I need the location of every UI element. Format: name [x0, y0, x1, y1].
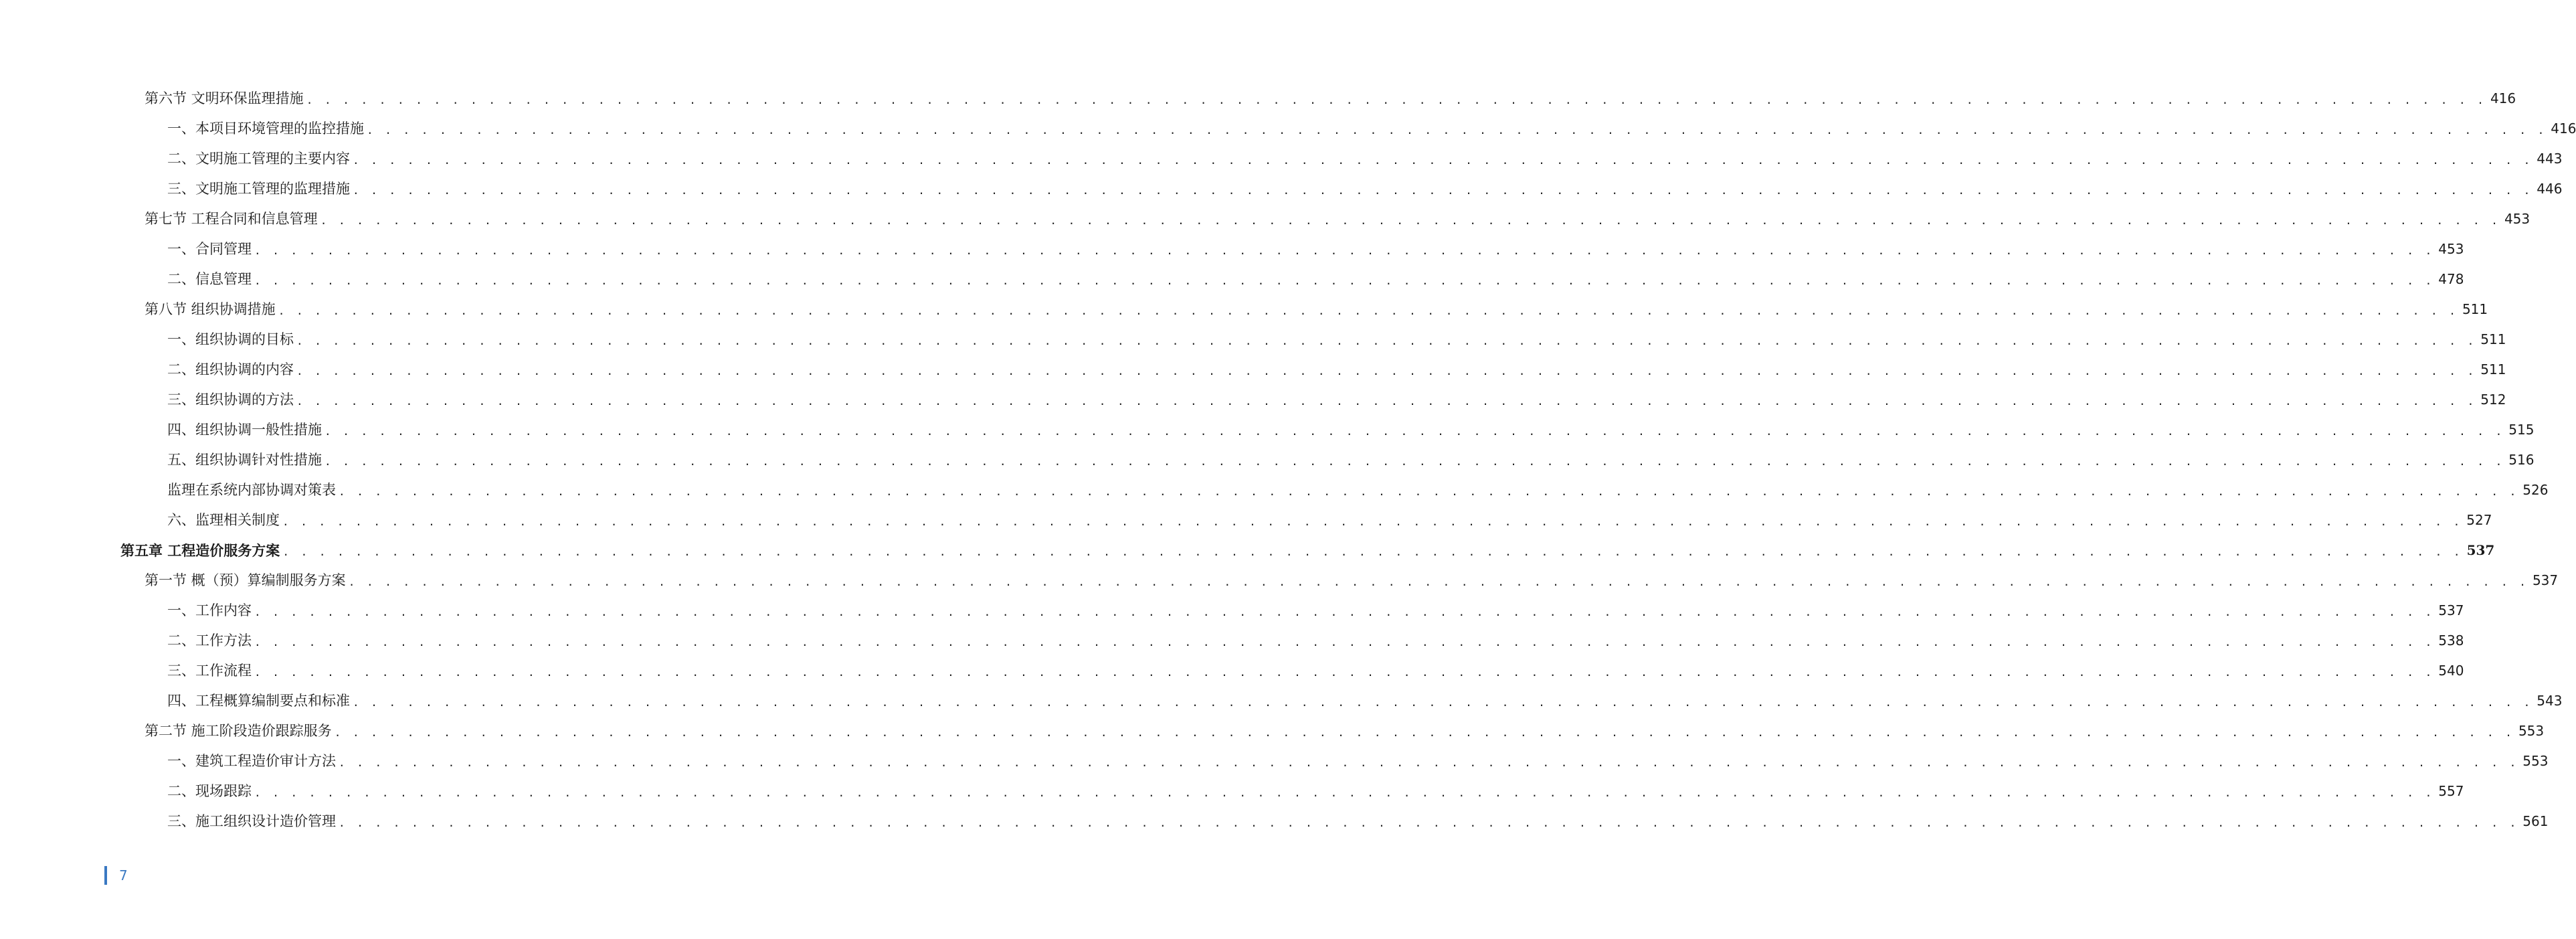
toc-entry-page-number: 511 — [2480, 361, 2506, 377]
footer-accent-bar — [104, 866, 107, 885]
toc-entry-title: 第五章 工程造价服务方案 — [120, 542, 280, 559]
toc-entry-page-number: 526 — [2522, 482, 2549, 498]
toc-dot-leader: . . . . . . . . . . . . . . . . . . . . . . . . . . . . . . . . . . . . . . . . . . . . . . . . . . . . . . . . . . . . . . . . . . . . . . . . . . . . . . . . . . . . . . . . . . . . . . . . . . . . . . . . . . . . . . . . . . . . . . . . — [339, 485, 2519, 498]
toc-entry-title: 一、工作内容 — [167, 602, 252, 618]
toc-chapter-entry[interactable] — [0, 535, 2495, 566]
toc-entry-title: 二、信息管理 — [167, 271, 252, 287]
toc-entry-title: 三、工作流程 — [167, 663, 252, 679]
toc-entry-page-number: 537 — [2532, 572, 2559, 588]
toc-entry-page-number: 540 — [2438, 663, 2464, 679]
toc-subsection-entry[interactable] — [0, 626, 2464, 656]
toc-dot-leader: . . . . . . . . . . . . . . . . . . . . . . . . . . . . . . . . . . . . . . . . . . . . . . . . . . . . . . . . . . . . . . . . . . . . . . . . . . . . . . . . . . . . . . . . . . . . . . . . . . . . . . . . . . . . . . . . . . . . . . . . — [339, 817, 2519, 829]
toc-entry-title: 第一节 概（预）算编制服务方案 — [145, 572, 346, 588]
toc-subsection-entry[interactable] — [0, 355, 2506, 385]
toc-section-entry[interactable] — [0, 716, 2545, 746]
toc-entry-title: 二、工作方法 — [167, 632, 252, 649]
toc-entry-page-number: 561 — [2522, 813, 2549, 829]
toc-dot-leader: . . . . . . . . . . . . . . . . . . . . . . . . . . . . . . . . . . . . . . . . . . . . . . . . . . . . . . . . . . . . . . . . . . . . . . . . . . . . . . . . . . . . . . . . . . . . . . . . . . . . . . . . . . . . . . . . . . . . . . . . — [348, 576, 2528, 588]
toc-dot-leader: . . . . . . . . . . . . . . . . . . . . . . . . . . . . . . . . . . . . . . . . . . . . . . . . . . . . . . . . . . . . . . . . . . . . . . . . . . . . . . . . . . . . . . . . . . . . . . . . . . . . . . . . . . . . . . . . . . . . . . . . — [254, 666, 2435, 679]
toc-entry-page-number: 537 — [2466, 542, 2495, 558]
toc-entry-page-number: 446 — [2537, 181, 2563, 197]
toc-entry-page-number: 515 — [2508, 422, 2535, 438]
toc-dot-leader: . . . . . . . . . . . . . . . . . . . . . . . . . . . . . . . . . . . . . . . . . . . . . . . . . . . . . . . . . . . . . . . . . . . . . . . . . . . . . . . . . . . . . . . . . . . . . . . . . . . . . . . . . . . . . . . . . . . . . . . . — [254, 786, 2435, 799]
toc-dot-leader: . . . . . . . . . . . . . . . . . . . . . . . . . . . . . . . . . . . . . . . . . . . . . . . . . . . . . . . . . . . . . . . . . . . . . . . . . . . . . . . . . . . . . . . . . . . . . . . . . . . . . . . . . . . . . . . . . . . . . . . . — [254, 606, 2435, 618]
toc-entry-title: 一、合同管理 — [167, 241, 252, 257]
footer-page-number: 7 — [119, 867, 128, 883]
toc-dot-leader: . . . . . . . . . . . . . . . . . . . . . . . . . . . . . . . . . . . . . . . . . . . . . . . . . . . . . . . . . . . . . . . . . . . . . . . . . . . . . . . . . . . . . . . . . . . . . . . . . . . . . . . . . . . . . . . . . . . . . . . . — [320, 214, 2500, 227]
toc-subsection-entry[interactable] — [0, 385, 2506, 415]
toc-subsection-entry[interactable] — [0, 174, 2563, 204]
toc-entry-title: 二、文明施工管理的主要内容 — [167, 151, 350, 167]
toc-dot-leader: . . . . . . . . . . . . . . . . . . . . . . . . . . . . . . . . . . . . . . . . . . . . . . . . . . . . . . . . . . . . . . . . . . . . . . . . . . . . . . . . . . . . . . . . . . . . . . . . . . . . . . . . . . . . . . . . . . . . . . . . — [339, 756, 2519, 769]
toc-subsection-entry[interactable] — [0, 325, 2506, 355]
toc-subsection-entry[interactable] — [0, 475, 2549, 505]
toc-entry-title: 六、监理相关制度 — [167, 512, 280, 528]
toc-entry-title: 第七节 工程合同和信息管理 — [145, 211, 318, 227]
toc-dot-leader: . . . . . . . . . . . . . . . . . . . . . . . . . . . . . . . . . . . . . . . . . . . . . . . . . . . . . . . . . . . . . . . . . . . . . . . . . . . . . . . . . . . . . . . . . . . . . . . . . . . . . . . . . . . . . . . . . . . . . . . . — [254, 274, 2435, 287]
toc-dot-leader: . . . . . . . . . . . . . . . . . . . . . . . . . . . . . . . . . . . . . . . . . . . . . . . . . . . . . . . . . . . . . . . . . . . . . . . . . . . . . . . . . . . . . . . . . . . . . . . . . . . . . . . . . . . . . . . . . . . . . . . . — [296, 395, 2477, 408]
toc-subsection-entry[interactable] — [0, 114, 2576, 144]
toc-entry-page-number: 511 — [2480, 331, 2506, 347]
toc-entry-title: 第二节 施工阶段造价跟踪服务 — [145, 723, 332, 739]
toc-subsection-entry[interactable] — [0, 415, 2535, 445]
toc-section-entry[interactable] — [0, 566, 2559, 596]
toc-entry-page-number: 512 — [2480, 392, 2506, 408]
toc-subsection-entry[interactable] — [0, 445, 2535, 475]
toc-dot-leader: . . . . . . . . . . . . . . . . . . . . . . . . . . . . . . . . . . . . . . . . . . . . . . . . . . . . . . . . . . . . . . . . . . . . . . . . . . . . . . . . . . . . . . . . . . . . . . . . . . . . . . . . . . . . . . . . . . . . . . . . — [306, 94, 2486, 106]
toc-dot-leader: . . . . . . . . . . . . . . . . . . . . . . . . . . . . . . . . . . . . . . . . . . . . . . . . . . . . . . . . . . . . . . . . . . . . . . . . . . . . . . . . . . . . . . . . . . . . . . . . . . . . . . . . . . . . . . . . . . . . . . . . — [254, 636, 2435, 649]
toc-entry-page-number: 527 — [2466, 512, 2492, 528]
toc-entry-title: 四、组织协调一般性措施 — [167, 422, 322, 438]
toc-entry-title: 一、建筑工程造价审计方法 — [167, 753, 336, 769]
toc-dot-leader: . . . . . . . . . . . . . . . . . . . . . . . . . . . . . . . . . . . . . . . . . . . . . . . . . . . . . . . . . . . . . . . . . . . . . . . . . . . . . . . . . . . . . . . . . . . . . . . . . . . . . . . . . . . . . . . . . . . . . . . . — [282, 545, 2463, 558]
toc-entry-page-number: 416 — [2490, 90, 2516, 106]
toc-section-entry[interactable] — [0, 294, 2488, 325]
toc-entry-title: 五、组织协调针对性措施 — [167, 452, 322, 468]
table-of-contents — [0, 84, 2576, 837]
toc-entry-page-number: 538 — [2438, 632, 2464, 649]
toc-dot-leader: . . . . . . . . . . . . . . . . . . . . . . . . . . . . . . . . . . . . . . . . . . . . . . . . . . . . . . . . . . . . . . . . . . . . . . . . . . . . . . . . . . . . . . . . . . . . . . . . . . . . . . . . . . . . . . . . . . . . . . . . — [325, 455, 2505, 468]
toc-entry-title: 三、文明施工管理的监理措施 — [167, 181, 350, 197]
toc-subsection-entry[interactable] — [0, 776, 2464, 806]
toc-dot-leader: . . . . . . . . . . . . . . . . . . . . . . . . . . . . . . . . . . . . . . . . . . . . . . . . . . . . . . . . . . . . . . . . . . . . . . . . . . . . . . . . . . . . . . . . . . . . . . . . . . . . . . . . . . . . . . . . . . . . . . . . — [278, 305, 2458, 317]
toc-entry-page-number: 543 — [2537, 693, 2563, 709]
toc-dot-leader: . . . . . . . . . . . . . . . . . . . . . . . . . . . . . . . . . . . . . . . . . . . . . . . . . . . . . . . . . . . . . . . . . . . . . . . . . . . . . . . . . . . . . . . . . . . . . . . . . . . . . . . . . . . . . . . . . . . . . . . . — [334, 726, 2514, 739]
toc-entry-title: 一、本项目环境管理的监控措施 — [167, 120, 364, 137]
toc-entry-title: 三、施工组织设计造价管理 — [167, 813, 336, 829]
toc-subsection-entry[interactable] — [0, 656, 2464, 686]
toc-entry-page-number: 553 — [2518, 723, 2545, 739]
toc-entry-page-number: 453 — [2438, 241, 2464, 257]
toc-entry-title: 第八节 组织协调措施 — [145, 301, 276, 317]
toc-dot-leader: . . . . . . . . . . . . . . . . . . . . . . . . . . . . . . . . . . . . . . . . . . . . . . . . . . . . . . . . . . . . . . . . . . . . . . . . . . . . . . . . . . . . . . . . . . . . . . . . . . . . . . . . . . . . . . . . . . . . . . . . — [254, 244, 2435, 257]
toc-entry-page-number: 537 — [2438, 602, 2464, 618]
toc-subsection-entry[interactable] — [0, 596, 2464, 626]
toc-subsection-entry[interactable] — [0, 746, 2549, 776]
toc-entry-page-number: 511 — [2462, 301, 2488, 317]
toc-entry-page-number: 553 — [2522, 753, 2549, 769]
toc-entry-page-number: 416 — [2551, 120, 2576, 137]
toc-section-entry[interactable] — [0, 204, 2531, 234]
toc-entry-title: 二、组织协调的内容 — [167, 361, 294, 377]
toc-entry-page-number: 443 — [2537, 151, 2563, 167]
toc-entry-title: 二、现场跟踪 — [167, 783, 252, 799]
toc-entry-title: 监理在系统内部协调对策表 — [167, 482, 336, 498]
toc-subsection-entry[interactable] — [0, 505, 2492, 535]
toc-dot-leader: . . . . . . . . . . . . . . . . . . . . . . . . . . . . . . . . . . . . . . . . . . . . . . . . . . . . . . . . . . . . . . . . . . . . . . . . . . . . . . . . . . . . . . . . . . . . . . . . . . . . . . . . . . . . . . . . . . . . . . . . — [367, 124, 2547, 137]
toc-section-entry[interactable] — [0, 84, 2516, 114]
toc-subsection-entry[interactable] — [0, 264, 2464, 294]
toc-entry-title: 第六节 文明环保监理措施 — [145, 90, 304, 106]
toc-dot-leader: . . . . . . . . . . . . . . . . . . . . . . . . . . . . . . . . . . . . . . . . . . . . . . . . . . . . . . . . . . . . . . . . . . . . . . . . . . . . . . . . . . . . . . . . . . . . . . . . . . . . . . . . . . . . . . . . . . . . . . . . — [282, 515, 2463, 528]
toc-dot-leader: . . . . . . . . . . . . . . . . . . . . . . . . . . . . . . . . . . . . . . . . . . . . . . . . . . . . . . . . . . . . . . . . . . . . . . . . . . . . . . . . . . . . . . . . . . . . . . . . . . . . . . . . . . . . . . . . . . . . . . . . — [353, 154, 2533, 167]
toc-dot-leader: . . . . . . . . . . . . . . . . . . . . . . . . . . . . . . . . . . . . . . . . . . . . . . . . . . . . . . . . . . . . . . . . . . . . . . . . . . . . . . . . . . . . . . . . . . . . . . . . . . . . . . . . . . . . . . . . . . . . . . . . — [296, 365, 2477, 377]
toc-entry-page-number: 557 — [2438, 783, 2464, 799]
toc-entry-page-number: 516 — [2508, 452, 2535, 468]
toc-entry-page-number: 453 — [2504, 211, 2531, 227]
toc-dot-leader: . . . . . . . . . . . . . . . . . . . . . . . . . . . . . . . . . . . . . . . . . . . . . . . . . . . . . . . . . . . . . . . . . . . . . . . . . . . . . . . . . . . . . . . . . . . . . . . . . . . . . . . . . . . . . . . . . . . . . . . . — [296, 335, 2477, 347]
toc-dot-leader: . . . . . . . . . . . . . . . . . . . . . . . . . . . . . . . . . . . . . . . . . . . . . . . . . . . . . . . . . . . . . . . . . . . . . . . . . . . . . . . . . . . . . . . . . . . . . . . . . . . . . . . . . . . . . . . . . . . . . . . . — [325, 425, 2505, 438]
toc-entry-title: 一、组织协调的目标 — [167, 331, 294, 347]
toc-subsection-entry[interactable] — [0, 686, 2563, 716]
toc-dot-leader: . . . . . . . . . . . . . . . . . . . . . . . . . . . . . . . . . . . . . . . . . . . . . . . . . . . . . . . . . . . . . . . . . . . . . . . . . . . . . . . . . . . . . . . . . . . . . . . . . . . . . . . . . . . . . . . . . . . . . . . . — [353, 184, 2533, 197]
toc-entry-title: 四、工程概算编制要点和标准 — [167, 693, 350, 709]
toc-entry-page-number: 478 — [2438, 271, 2464, 287]
toc-subsection-entry[interactable] — [0, 806, 2549, 837]
toc-dot-leader: . . . . . . . . . . . . . . . . . . . . . . . . . . . . . . . . . . . . . . . . . . . . . . . . . . . . . . . . . . . . . . . . . . . . . . . . . . . . . . . . . . . . . . . . . . . . . . . . . . . . . . . . . . . . . . . . . . . . . . . . — [353, 696, 2533, 709]
toc-subsection-entry[interactable] — [0, 234, 2464, 264]
toc-entry-title: 三、组织协调的方法 — [167, 392, 294, 408]
toc-subsection-entry[interactable] — [0, 144, 2563, 174]
